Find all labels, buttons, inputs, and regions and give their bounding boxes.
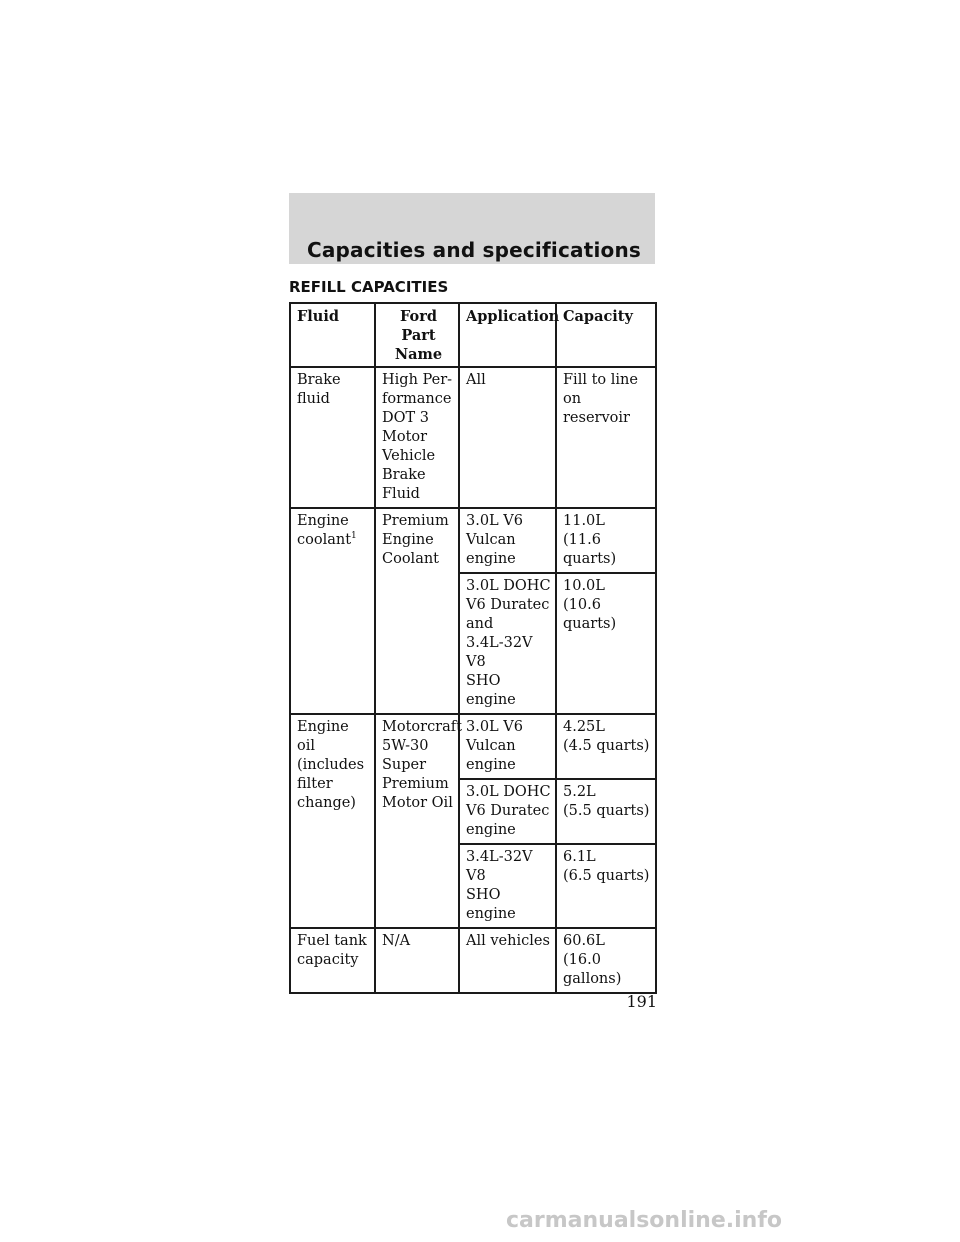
cell-capacity: 60.6L (16.0 gallons) bbox=[556, 928, 656, 993]
cell-capacity: 6.1L (6.5 quarts) bbox=[556, 844, 656, 928]
table-header-row bbox=[290, 303, 656, 367]
cell-capacity: 11.0L (11.6 quarts) bbox=[556, 508, 656, 573]
page-title: Capacities and specifications bbox=[306, 238, 641, 262]
section-title: REFILL CAPACITIES bbox=[289, 278, 449, 296]
table-row-fuel-tank bbox=[290, 928, 656, 993]
header-application: Application bbox=[459, 303, 556, 367]
cell-application: 3.0L DOHC V6 Duratec engine bbox=[459, 779, 556, 844]
header-capacity: Capacity bbox=[556, 303, 656, 367]
fluid-label: Engine coolant bbox=[297, 513, 352, 548]
page-number: 191 bbox=[626, 992, 657, 1011]
cell-part-name: High Per- formance DOT 3 Motor Vehicle Brake Fluid bbox=[375, 367, 459, 508]
header-part-name: Ford Part Name bbox=[375, 303, 459, 367]
cell-fluid: Engine oil (includes filter change) bbox=[290, 714, 375, 928]
cell-capacity: 10.0L (10.6 quarts) bbox=[556, 573, 656, 714]
table-row-coolant-vulcan bbox=[290, 508, 656, 573]
cell-application: All bbox=[459, 367, 556, 508]
cell-application: 3.0L DOHC V6 Duratec and 3.4L-32V V8 SHO engine bbox=[459, 573, 556, 714]
cell-application: 3.0L V6 Vulcan engine bbox=[459, 714, 556, 779]
cell-fluid: Fuel tank capacity bbox=[290, 928, 375, 993]
watermark: carmanualsonline.info bbox=[506, 1208, 782, 1233]
cell-fluid bbox=[290, 508, 375, 714]
header-fluid: Fluid bbox=[290, 303, 375, 367]
refill-capacities-table bbox=[289, 302, 657, 994]
table-row-oil-vulcan bbox=[290, 714, 656, 779]
footnote-marker: 1 bbox=[351, 531, 357, 542]
cell-application: 3.4L-32V V8 SHO engine bbox=[459, 844, 556, 928]
cell-part-name: N/A bbox=[375, 928, 459, 993]
cell-fluid: Brake fluid bbox=[290, 367, 375, 508]
cell-application: 3.0L V6 Vulcan engine bbox=[459, 508, 556, 573]
cell-part-name: Premium Engine Coolant bbox=[375, 508, 459, 714]
section-header-band bbox=[289, 193, 655, 264]
cell-capacity: 4.25L (4.5 quarts) bbox=[556, 714, 656, 779]
cell-application: All vehicles bbox=[459, 928, 556, 993]
cell-capacity: 5.2L (5.5 quarts) bbox=[556, 779, 656, 844]
table-row-brake-fluid bbox=[290, 367, 656, 508]
cell-capacity: Fill to line on reservoir bbox=[556, 367, 656, 508]
cell-part-name: Motorcraft 5W-30 Super Premium Motor Oil bbox=[375, 714, 459, 928]
